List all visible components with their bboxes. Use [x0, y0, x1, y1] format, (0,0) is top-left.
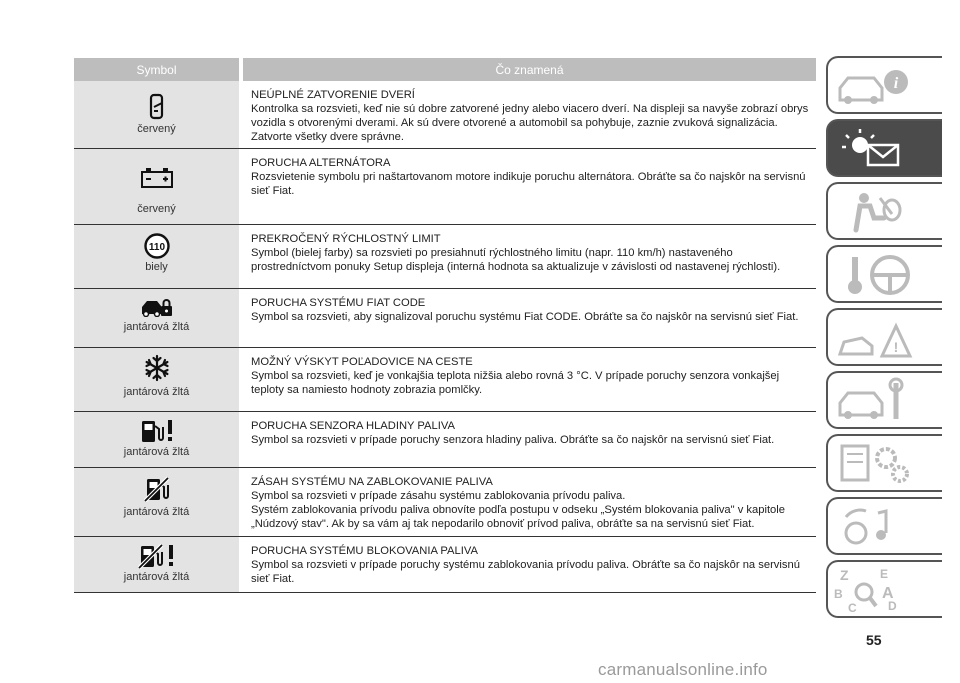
- car-wrench-icon: [834, 377, 934, 425]
- row-title: PORUCHA SYSTÉMU BLOKOVANIA PALIVA: [251, 545, 478, 557]
- table-row: [74, 412, 816, 468]
- tab-car-info[interactable]: [826, 56, 942, 114]
- table-row: [74, 468, 816, 537]
- svg-text:A: A: [882, 585, 894, 602]
- svg-text:i: i: [893, 75, 899, 92]
- car-info-icon: [834, 62, 934, 110]
- row-title: NEÚPLNÉ ZATVORENIE DVERÍ: [251, 89, 415, 101]
- table-row: [74, 225, 816, 289]
- fuel-level-warning-icon: [139, 418, 175, 444]
- header-meaning: Čo znamená: [243, 58, 816, 81]
- seat-airbag-icon: [834, 188, 934, 236]
- row-description: Symbol sa rozsvieti, keď je vonkajšia teplota nižšia alebo rovná 3 °C. V prípade poruchy senzora vonkajšej teploty sa namiesto hodnoty zobrazia pomlčky.: [251, 370, 780, 396]
- color-label: jantárová žltá: [123, 321, 190, 333]
- tab-emergency[interactable]: [826, 308, 942, 366]
- table-row: [74, 348, 816, 412]
- svg-text:110: 110: [148, 242, 165, 253]
- fuel-cutoff-fault-icon: [138, 543, 176, 569]
- row-description: Symbol sa rozsvieti v prípade zásahu systému zablokovania prívodu paliva.: [251, 490, 626, 502]
- tab-starting-driving[interactable]: [826, 245, 942, 303]
- row-description: Kontrolka sa rozsvieti, keď nie sú dobre zatvorené jedny alebo viacero dverí. Na displeji sa navyše zobrazí obrys vozidla s otvorenými dverami. Ak sú dvere otvorené a automobil sa pohybuje, zaznie zvuková signalizácia. Zatvorte všetky dvere správne.: [251, 103, 809, 143]
- svg-text:D: D: [888, 599, 897, 613]
- header-symbol: Symbol: [74, 58, 239, 81]
- alphabetical-index-icon: [834, 566, 934, 614]
- multimedia-icon: [834, 503, 934, 551]
- table-row: [74, 149, 816, 225]
- row-description: Rozsvietenie symbolu pri naštartovanom motore indikuje poruchu alternátora. Obráťte sa čo najskôr na servisnú sieť Fiat.: [251, 171, 806, 197]
- table-row: [74, 289, 816, 348]
- color-label: jantárová žltá: [123, 386, 190, 398]
- row-description: Symbol sa rozsvieti v prípade poruchy senzora hladiny paliva. Obráťte sa čo najskôr na servisnú sieť Fiat.: [251, 434, 775, 446]
- svg-text:!: !: [893, 339, 899, 355]
- color-label: jantárová žltá: [123, 446, 190, 458]
- color-label: jantárová žltá: [123, 506, 190, 518]
- tab-multimedia[interactable]: [826, 497, 942, 555]
- watermark: carmanualsonline.info: [598, 660, 768, 679]
- svg-text:C: C: [848, 601, 857, 614]
- accident-warning-icon: [834, 314, 934, 362]
- snowflake-icon: [143, 354, 171, 382]
- row-description: Symbol sa rozsvieti v prípade poruchy systému zablokovania prívodu paliva. Obráťte sa čo najskôr na servisnú sieť Fiat.: [251, 559, 800, 585]
- tab-maintenance[interactable]: [826, 371, 942, 429]
- row-title: ZÁSAH SYSTÉMU NA ZABLOKOVANIE PALIVA: [251, 476, 493, 488]
- car-lock-icon: [140, 297, 174, 317]
- warning-lights-table: [74, 58, 816, 593]
- warning-light-envelope-icon: [834, 125, 934, 173]
- color-label: červený: [137, 203, 176, 215]
- row-title: PORUCHA ALTERNÁTORA: [251, 157, 391, 169]
- speed-limit-icon: [144, 233, 170, 259]
- tab-index[interactable]: [826, 560, 942, 618]
- color-label: jantárová žltá: [123, 571, 190, 583]
- row-title: MOŽNÝ VÝSKYT POĽADOVICE NA CESTE: [251, 356, 473, 368]
- key-steering-wheel-icon: [834, 251, 934, 299]
- row-description-extra: Systém zablokovania prívodu paliva obnovíte podľa postupu v odseku „Systém blokovania paliva" v kapitole „Núdzový stav". Ak by sa vám aj tak nepodarilo obnoviť prívod paliva, obráťte sa na servisnú sieť Fiat.: [251, 504, 785, 530]
- technical-data-gears-icon: [834, 440, 934, 488]
- svg-text:E: E: [880, 567, 889, 581]
- fuel-cutoff-icon: [144, 476, 170, 502]
- row-title: PREKROČENÝ RÝCHLOSTNÝ LIMIT: [251, 233, 441, 245]
- color-label: biely: [145, 261, 168, 273]
- row-title: PORUCHA SYSTÉMU FIAT CODE: [251, 297, 426, 309]
- battery-icon: [140, 167, 174, 189]
- table-row: [74, 81, 816, 149]
- tab-warning-lights[interactable]: [826, 119, 942, 177]
- table-row: [74, 537, 816, 593]
- row-title: PORUCHA SENZORA HLADINY PALIVA: [251, 420, 455, 432]
- row-description: Symbol sa rozsvieti, aby signalizoval poruchu systému Fiat CODE. Obráťte sa čo najskôr na servisnú sieť Fiat.: [251, 311, 799, 323]
- tab-technical-data[interactable]: [826, 434, 942, 492]
- svg-text:Z: Z: [840, 567, 849, 583]
- tab-safety[interactable]: [826, 182, 942, 240]
- svg-text:B: B: [834, 587, 843, 601]
- door-open-icon: [148, 93, 166, 121]
- page-number: 55: [866, 632, 882, 648]
- row-description: Symbol (bielej farby) sa rozsvieti po presiahnutí rýchlostného limitu (napr. 110 km/h) nastaveného prostredníctvom ponuky Setup displeja (interná hodnota sa aktualizuje v závislosti od nastavenej rýchlosti).: [251, 247, 781, 273]
- color-label: červený: [137, 123, 176, 135]
- table-header: [74, 58, 816, 81]
